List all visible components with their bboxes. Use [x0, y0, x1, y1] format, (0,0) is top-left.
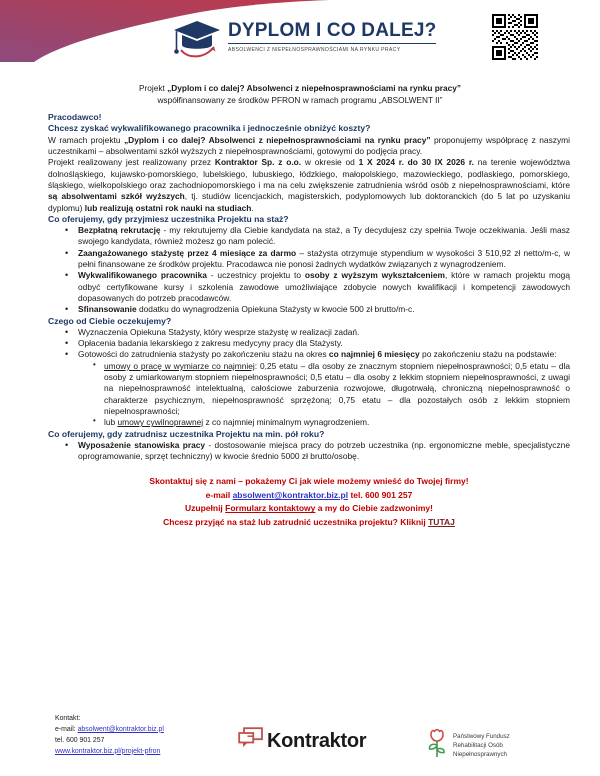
tulip-icon [425, 728, 449, 763]
list-item: • lub umowy cywilnoprawnej z co najmniej minimalnym wynagrodzeniem. [104, 417, 570, 428]
contract-sub-list [78, 361, 570, 429]
qr-code[interactable] [492, 14, 538, 60]
list-item: • Gotowości do zatrudnienia stażysty po zakończeniu stażu na okres co najmniej 6 miesięcy po zakończeniu stażu na podstawie: • umowy o pracę w wymiarze co najmniej: 0,25 etatu – dla osoby ze znacznym stopniem niepełnosprawności; 0,5 etatu – dla osoby z umiarkowanym stopniem niepełnosprawności; 0,5 etatu – dla osoby z lekkim stopniem niepełnosprawności, z uwagi na niepełnosprawność intelektualną, całościowe zaburzenia rozwojowe, długotrwałą, chroniczną niepełnosprawność o charakterze psychicznym, niepełnosprawność sprzężoną; 0,75 etatu – dla pozostałych osób z lekkim stopniem niepełnosprawności; • lub umowy cywilnoprawnej z co najmniej minimalnym wynagrodzeniem. [78, 349, 570, 428]
project-title-line1: Projekt „Dyplom i co dalej? Absolwenci z niepełnosprawnościami na rynku pracy” [139, 83, 461, 93]
cta-email-link[interactable]: absolwent@kontraktor.biz.pl [232, 489, 349, 500]
footer-contact [55, 714, 164, 758]
cta-line-3: Uzupełnij Formularz kontaktowy a my do Ciebie zadzwonimy! [185, 503, 433, 514]
pfron-line-3: Niepełnosprawnych [453, 751, 507, 759]
heading-employer: Pracodawco! [48, 112, 102, 123]
pfron-line-1: Państwowy Fundusz [453, 732, 510, 740]
footer-contact-label: Kontakt: [55, 715, 81, 722]
project-title-line2: współfinansowany ze środków PFRON w ramach programu „ABSOLWENT II” [157, 95, 443, 106]
heading-offer-internship: Co oferujemy, gdy przyjmiesz uczestnika Projektu na staż? [48, 213, 289, 224]
cta-line-2: e-mail absolwent@kontraktor.biz.pl tel. 600 901 257 [205, 489, 413, 500]
list-item: • umowy o pracę w wymiarze co najmniej: 0,25 etatu – dla osoby ze znacznym stopniem niepełnosprawności; 0,5 etatu – dla osoby z umiarkowanym stopniem niepełnosprawności; 0,5 etatu – dla osoby z lekkim stopniem niepełnosprawności, z uwagi na niepełnosprawność intelektualną, całościowe zaburzenia rozwojowe, długotrwałą, chroniczną niepełnosprawność o charakterze psychicznym, niepełnosprawność sprzężoną; 0,75 etatu – dla pozostałych osób z lekkim stopniem niepełnosprawności; [104, 361, 570, 417]
pfron-text [453, 732, 510, 760]
paragraph-project-scope: Projekt realizowany jest realizowany przez Kontraktor Sp. z o.o. w okresie od 1 X 2024 r. do 30 IX 2026 r. na terenie województwa dolnośląskiego, kujawsko-pomorskiego, lubelskiego, lubuskiego, łódzkiego, małopolskiego, mazowieckiego, podlaskiego, pomorskiego, śląskiego, wielkopolskiego oraz zachodniopomorskiego i ma na celu zwiększenie zatrudnienia wśród osób z niepełnosprawnościami, które są absolwentami szkół wyższych, tj. studiów licencjackich, magisterskich, podyplomowych lub doktoranckich (do 5 lat po uzyskaniu dyplomu) lub realizują ostatni rok nauki na studiach. [48, 157, 571, 213]
list-item: • Wykwalifikowanego pracownika - uczestnicy projektu to osoby z wyższym wykształceniem, które w ramach projektu mogą odbyć certyfikowane kursy i szkolenia zawodowe umożliwiające zdobycie nowych kwalifikacji i kompetencji zawodowych dopasowanych do potrzeb pracodawców. [78, 270, 570, 304]
offer-list [48, 225, 570, 315]
footer-phone: tel. 600 901 257 [55, 736, 105, 744]
list-item: • Bezpłatną rekrutację - my rekrutujemy dla Ciebie kandydata na staż, a Ty decydujesz czy spełnia Twoje oczekiwania. Jeśli masz swojego kandydata, również możesz go nam polecić. [78, 225, 570, 248]
list-item: • Zaangażowanego stażystę przez 4 miesiące za darmo – stażysta otrzymuje stypendium w wysokości 3 510,92 zł netto/m-c, w pełni finansowane ze środków projektu. Pracodawca nie ponosi żadnych wydatków związanych z wynagrodzeniem. [78, 248, 570, 271]
expectations-list [48, 327, 570, 429]
logo-subtitle: ABSOLWENCI Z NIEPEŁNOSPRAWNOŚCIAMI NA RYNKU PRACY [228, 47, 401, 53]
footer-email-row: e-mail: absolwent@kontraktor.biz.pl [55, 725, 164, 733]
logo-title: DYPLOM I CO DALEJ? [228, 21, 436, 44]
document-body [0, 106, 600, 529]
list-item: • Opłacenia badania lekarskiego z zakresu medycyny pracy dla Stażysty. [78, 338, 570, 349]
graduation-cap-icon [170, 14, 224, 60]
footer [0, 700, 600, 776]
heading-expectations: Czego od Ciebie oczekujemy? [48, 315, 172, 326]
offer-employment-list [48, 440, 570, 463]
list-item: • Wyznaczenia Opiekuna Stażysty, który wesprze stażystę w realizacji zadań. [78, 327, 570, 338]
speech-bubbles-icon [238, 727, 264, 754]
kontraktor-logo [238, 727, 366, 754]
heading-offer-employment: Co oferujemy, gdy zatrudnisz uczestnika Projektu na min. pół roku? [48, 428, 325, 439]
cta-line-1: Skontaktuj się z nami – pokażemy Ci jak wiele możemy wnieść do Twojej firmy! [149, 476, 469, 487]
cta-line-4: Chcesz przyjąć na staż lub zatrudnić uczestnika projektu? Kliknij TUTAJ [163, 516, 455, 527]
heading-question: Chcesz zyskać wykwalifikowanego pracownika i jednocześnie obniżyć koszty? [48, 123, 371, 134]
footer-email-link[interactable]: absolwent@kontraktor.biz.pl [77, 725, 164, 733]
cta-contact-form-link[interactable]: Formularz kontaktowy [225, 503, 316, 514]
call-to-action [48, 475, 570, 529]
cta-here-link[interactable]: TUTAJ [428, 516, 455, 527]
pfron-line-2: Rehabilitacji Osób [453, 741, 503, 749]
footer-website-link[interactable]: www.kontraktor.biz.pl/projekt-pfron [55, 747, 161, 755]
header [0, 0, 600, 76]
kontraktor-name: Kontraktor [267, 729, 367, 752]
paragraph-intro: W ramach projektu „Dyplom i co dalej? Absolwenci z niepełnosprawnościami na rynku pracy” proponujemy współpracę z naszymi uczestnikami – absolwentami szkół wyższych z niepełnosprawnościami, gotowymi do podjęcia pracy. [48, 134, 570, 157]
list-item: • Wyposażenie stanowiska pracy - dostosowanie miejsca pracy do potrzeb uczestnika (np. ergonomiczne meble, specjalistyczne oprogramowanie, sprzęt techniczny) w kwocie średnio 5000 zł brutto/osobę. [78, 440, 570, 463]
project-title [0, 82, 600, 106]
pfron-logo [425, 728, 510, 763]
footer-website-row [55, 747, 164, 758]
list-item: • Sfinansowanie dodatku do wynagrodzenia Opiekuna Stażysty w kwocie 500 zł brutto/m-c. [78, 304, 570, 315]
project-logo [170, 14, 436, 60]
